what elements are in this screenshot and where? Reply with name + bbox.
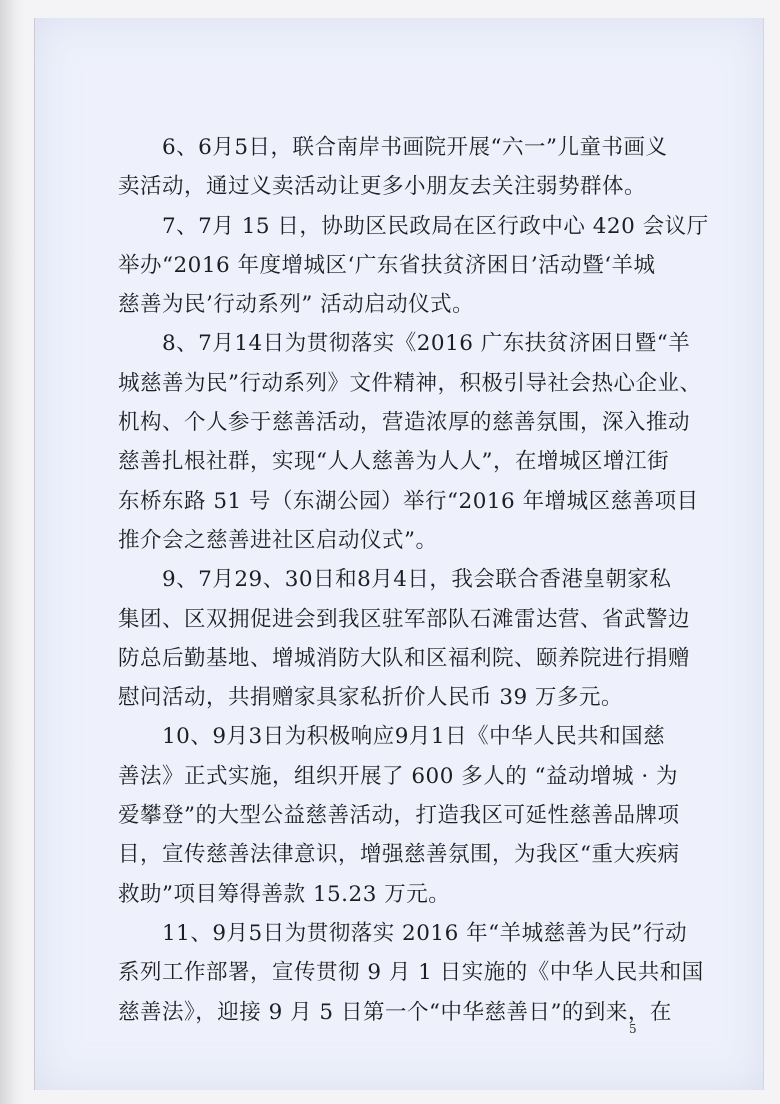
paragraph-line: 慈善法》，迎接 9 月 5 日第一个“中华慈善日”的到来，在 [118,999,672,1025]
paragraph-line: 慈善扎根社群，实现“人人慈善为人人”，在增城区增江街 [118,449,669,475]
paragraph-line: 举办“2016 年度增城区‘广东省扶贫济困日’活动暨‘羊城 [118,252,656,278]
paragraph-line: 卖活动，通过义卖活动让更多小朋友去关注弱势群体。 [118,174,647,200]
paragraph-line: 集团、区双拥促进会到我区驻军部队石滩雷达营、省武警边 [118,606,691,632]
paragraph-line: 系列工作部署，宣传贯彻 9 月 1 日实施的《中华人民共和国 [118,960,704,986]
document-body [118,128,709,1032]
paragraph-line: 目，宣传慈善法律意识，增强慈善氛围，为我区“重大疾病 [118,842,680,868]
paragraph-line: 机构、个人参于慈善活动，营造浓厚的慈善氛围，深入推动 [118,410,691,436]
paragraph-line: 9、7月29、30日和8月4日，我会联合香港皇朝家私 [162,567,672,593]
paragraph-line: 城慈善为民”行动系列》文件精神，积极引导社会热心企业、 [118,370,702,396]
paragraph-line: 善法》正式实施，组织开展了 600 多人的 “益动增城 · 为 [118,763,679,789]
paragraph-line: 6、6月5日，联合南岸书画院开展“六一”儿童书画义 [162,135,668,160]
paragraph-line: 慈善为民’行动系列” 活动启动仪式。 [118,292,475,318]
paragraph-line: 救助”项目筹得善款 15.23 万元。 [118,881,451,907]
paragraph-line: 慰问活动，共捐赠家具家私折价人民币 39 万多元。 [118,685,624,711]
paragraph-line: 东桥东路 51 号（东湖公园）举行“2016 年增城区慈善项目 [118,488,699,514]
scan-edge-shadow [0,0,26,1104]
paragraph-line: 8、7月14日为贯彻落实《2016 广东扶贫济困日暨“羊 [162,331,691,357]
paragraph-line: 11、9月5日为贯彻落实 2016 年“羊城慈善为民”行动 [162,920,688,946]
paragraph-line: 爱攀登”的大型公益慈善活动，打造我区可延性慈善品牌项 [118,803,680,829]
paragraph-line: 推介会之慈善进社区启动仪式”。 [118,527,438,553]
page-number: 5 [629,1022,637,1036]
paragraph-line: 7、7月 15 日，协助区民政局在区行政中心 420 会议厅 [162,213,709,239]
paragraph-line: 10、9月3日为积极响应9月1日《中华人民共和国慈 [162,724,666,750]
paragraph-line: 防总后勤基地、增城消防大队和区福利院、颐养院进行捐赠 [118,645,691,671]
